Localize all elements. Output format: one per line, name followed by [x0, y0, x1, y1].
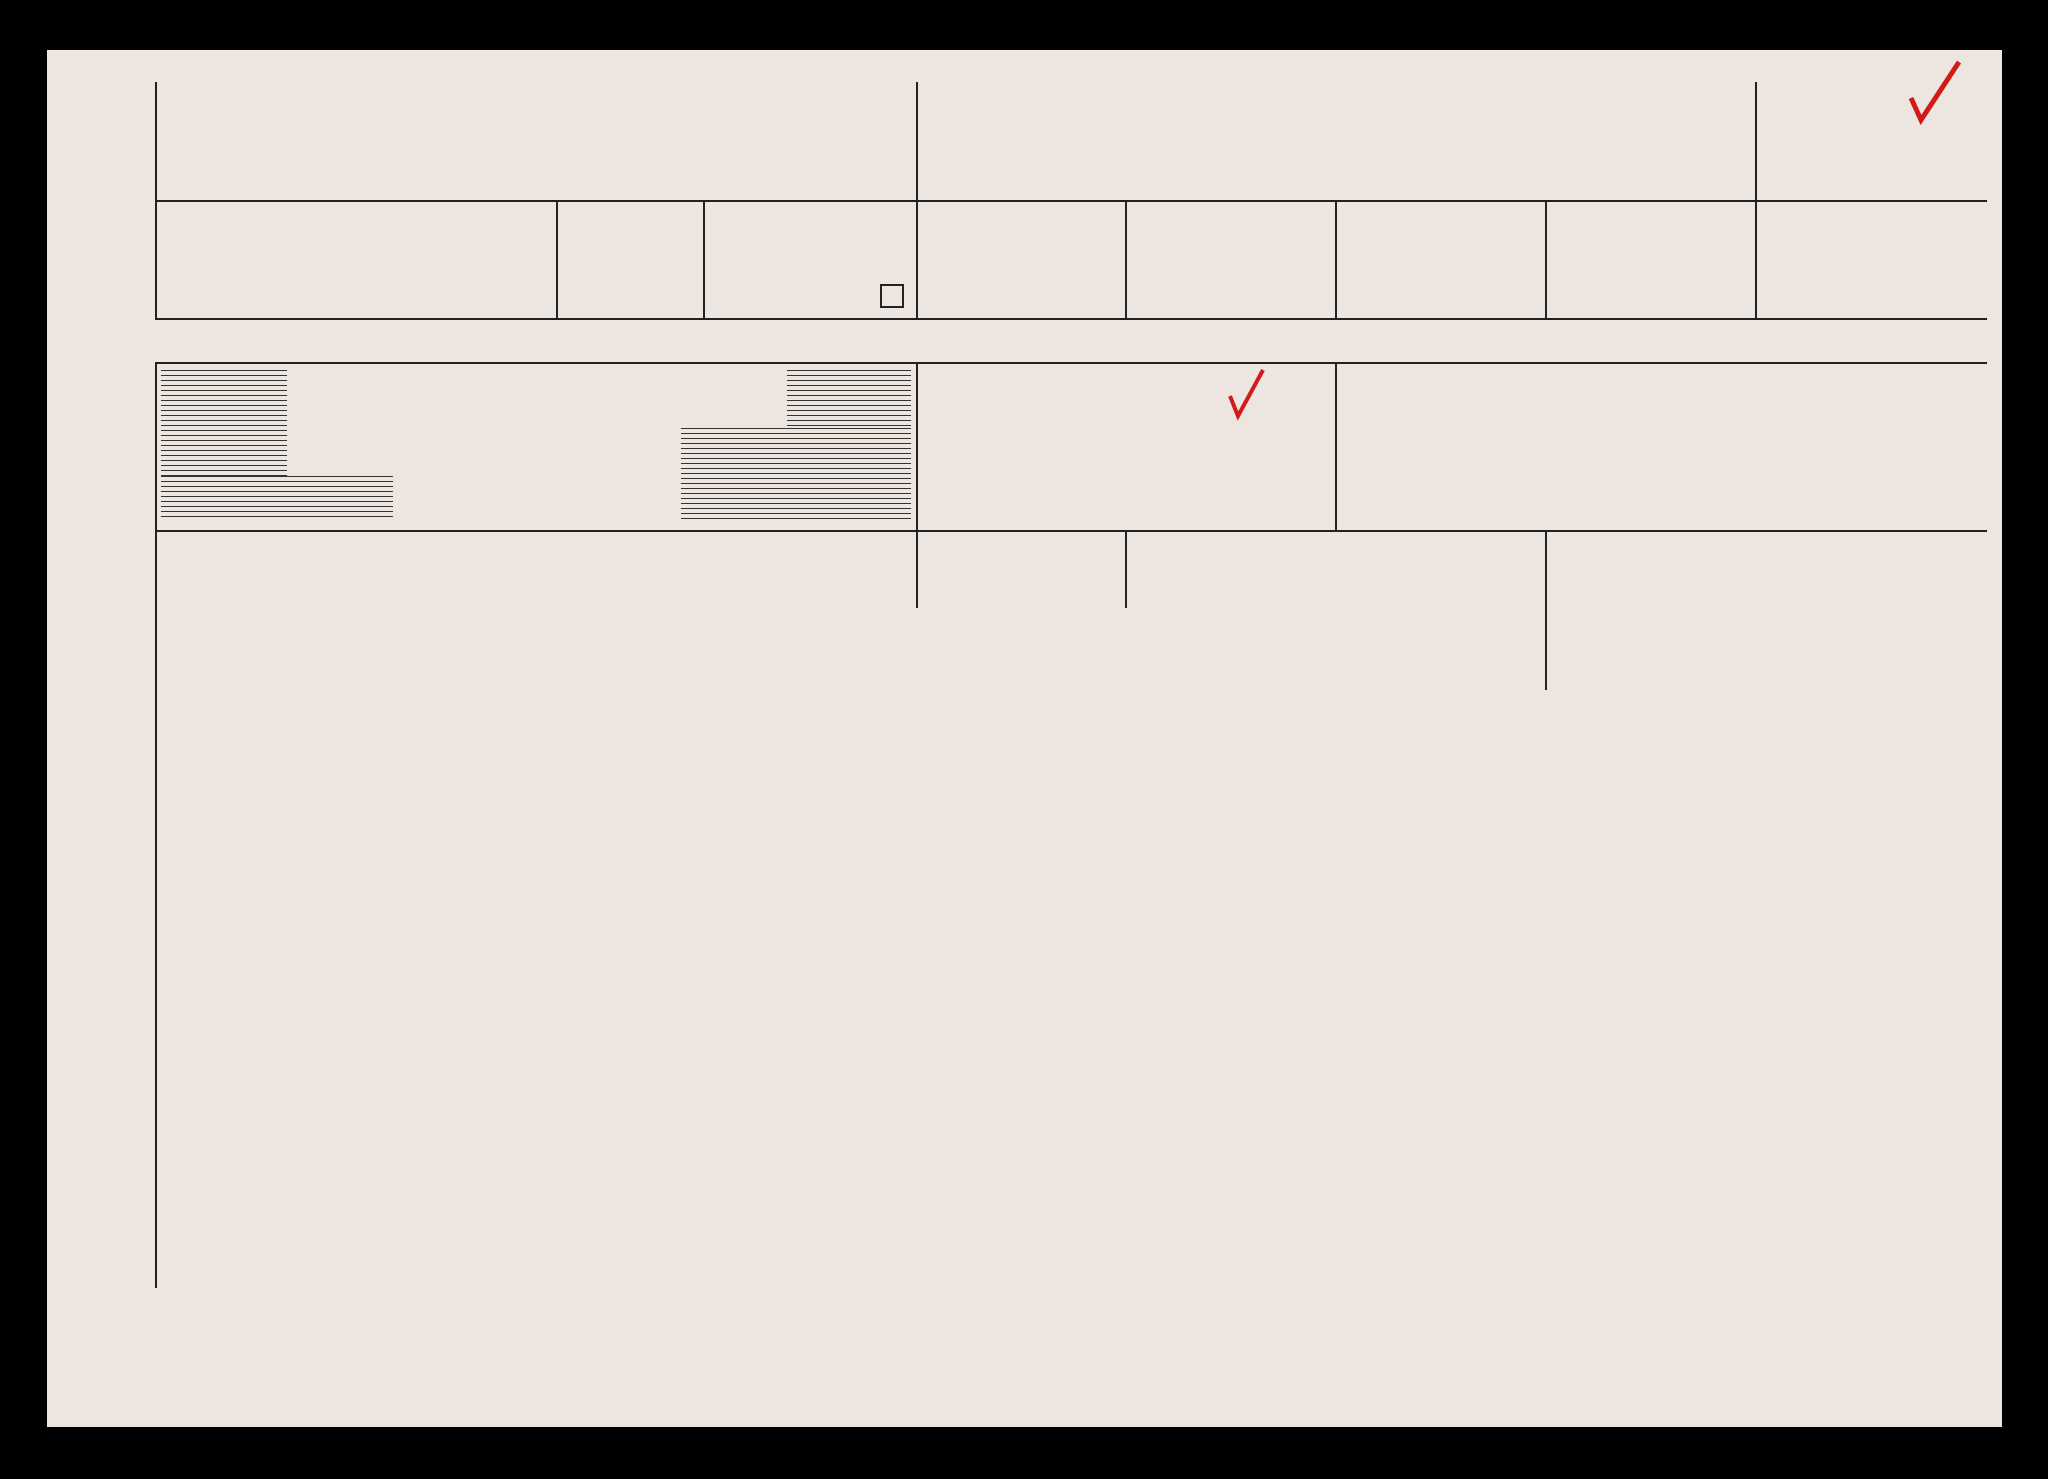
- registration-card: [47, 50, 2002, 1427]
- frit-mob-checkbox[interactable]: [880, 284, 904, 308]
- red-check-icon: [1227, 366, 1267, 422]
- title-hatch-left: [161, 370, 287, 476]
- title-hatch-bottom-left: [161, 476, 393, 520]
- red-check-icon: [1907, 56, 1967, 126]
- title-hatch-right: [787, 370, 911, 428]
- title-hatch-bottom-right: [681, 428, 911, 520]
